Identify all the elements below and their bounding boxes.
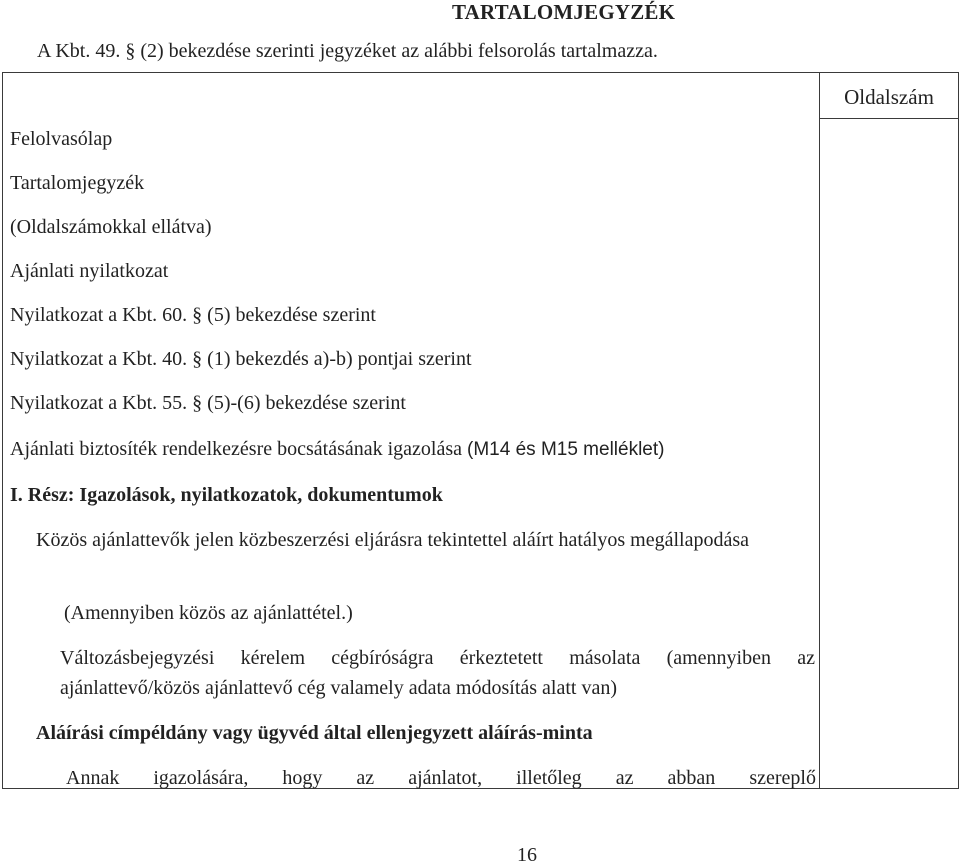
toc-item-kozos-note: (Amennyiben közös az ajánlattétel.): [64, 602, 353, 624]
toc-item-ajanlati-nyilatkozat: Ajánlati nyilatkozat: [10, 260, 169, 282]
page-column-header: Oldalszám: [844, 85, 934, 109]
toc-item-tartalomjegyzek: Tartalomjegyzék: [10, 172, 145, 194]
toc-item-nyilatkozat-60: Nyilatkozat a Kbt. 60. § (5) bekezdése szerint: [10, 304, 376, 326]
page-column-header-divider: [820, 118, 958, 119]
toc-item-annak: Annak igazolására, hogy az ajánlatot, illetőleg az abban szereplő: [66, 767, 816, 789]
toc-item-biztositek-label: Ajánlati biztosíték rendelkezésre bocsátásának igazolása: [10, 438, 463, 460]
page-number: 16: [517, 844, 537, 866]
toc-item-felolvasolap: Felolvasólap: [10, 128, 113, 150]
toc-table-row: [3, 73, 959, 789]
document-title: TARTALOMJEGYZÉK: [452, 0, 676, 24]
toc-item-nyilatkozat-55: Nyilatkozat a Kbt. 55. § (5)-(6) bekezdése szerint: [10, 392, 406, 414]
toc-item-biztositek-suffix: (M14 és M15 melléklet): [467, 439, 665, 460]
toc-item-oldalszamokkal: (Oldalszámokkal ellátva): [10, 216, 212, 238]
toc-item-valtozas: Változásbejegyzési kérelem cégbíróságra érkeztetett másolata (amennyiben az ajánlattevő/közös ajánlattevő cég valamely adata módosítás alatt van): [60, 647, 815, 699]
toc-content-cell: [3, 73, 820, 789]
intro-text: A Kbt. 49. § (2) bekezdése szerinti jegyzéket az alábbi felsorolás tartalmazza.: [37, 40, 658, 62]
section-heading: I. Rész: Igazolások, nyilatkozatok, dokumentumok: [10, 484, 443, 506]
toc-item-alairasi: Aláírási címpéldány vagy ügyvéd által ellenjegyzett aláírás-minta: [36, 722, 593, 744]
toc-table: [2, 72, 959, 789]
page-number-column: [820, 73, 959, 789]
toc-item-biztositek: [10, 435, 664, 464]
toc-item-nyilatkozat-40: Nyilatkozat a Kbt. 40. § (1) bekezdés a)-b) pontjai szerint: [10, 348, 472, 370]
toc-item-kozos: Közös ajánlattevők jelen közbeszerzési eljárásra tekintettel aláírt hatályos megállapodása: [36, 529, 750, 551]
